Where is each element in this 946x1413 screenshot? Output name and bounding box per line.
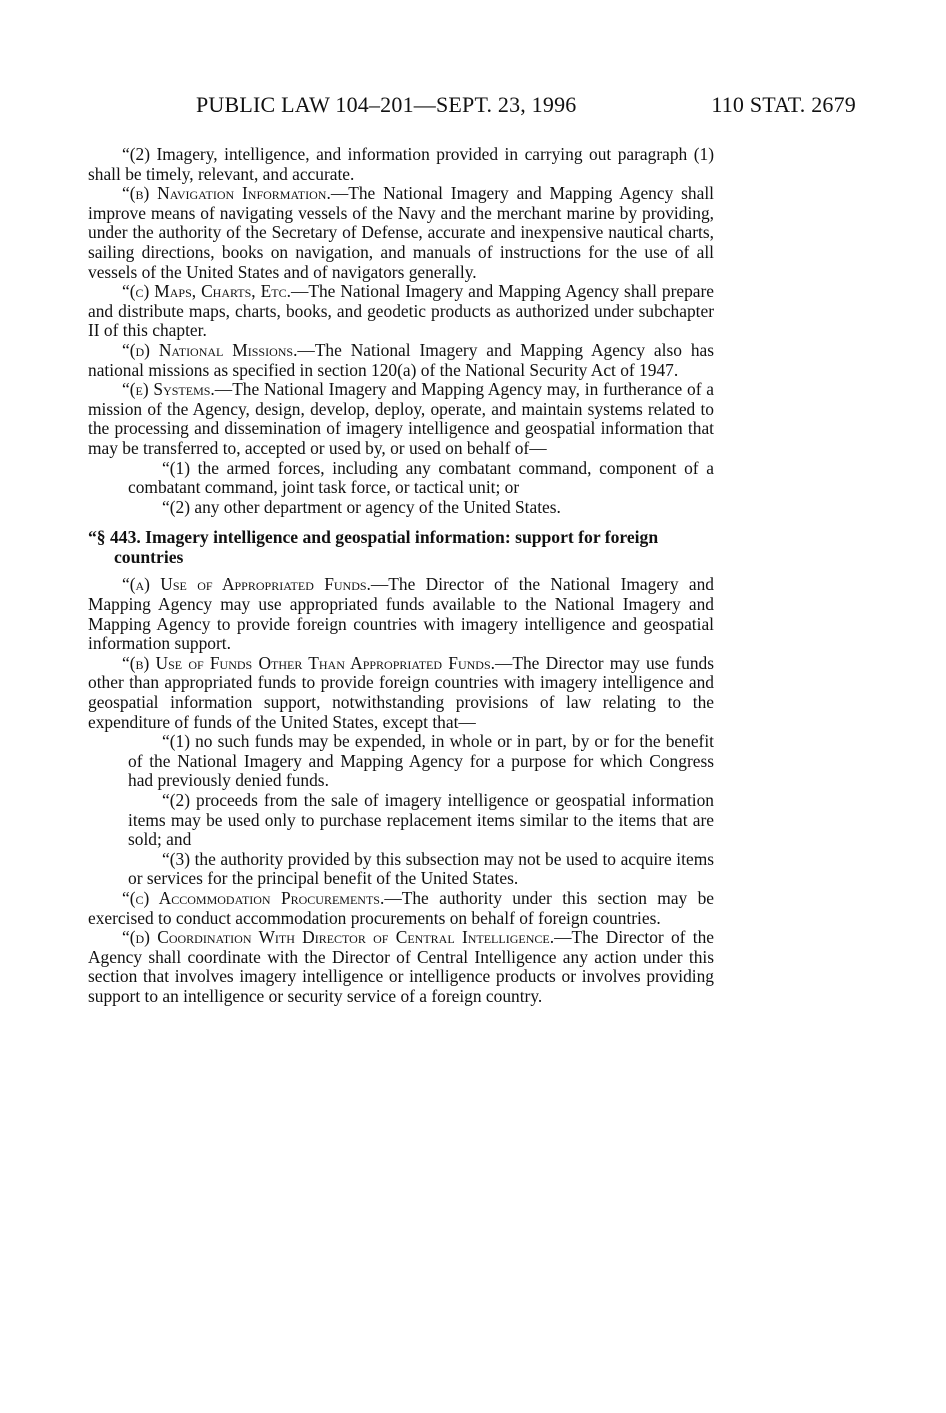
paragraph-e-systems: “(e) Systems.—The National Imagery and Mapping Agency may, in furtherance of a mission of the Agency, design, develop, deploy, operate, and maintain systems related to the processing and dissemination of imagery intelligence and geospatial information that may be transferred to, accepted or used by, or used on behalf of—: [88, 379, 715, 458]
paragraph-443c: “(c) Accommodation Procurements.—The authority under this section may be exercised to conduct accommodation procurements on behalf of foreign countries.: [88, 887, 715, 928]
subsection-heading: “(a) Use of Appropriated Funds.: [122, 574, 371, 595]
header-title: PUBLIC LAW 104–201—SEPT. 23, 1996: [196, 92, 577, 117]
section-443-heading: “§ 443. Imagery intelligence and geospatial information: support for foreign countries: [88, 527, 659, 567]
paragraph-443b: “(b) Use of Funds Other Than Appropriated Funds.—The Director may use funds other than appropriated funds to provide foreign countries with imagery intelligence and geospatial information support, notwithstanding provisions of law relating to the expenditure of funds of the United States, except that—: [88, 652, 714, 732]
header-stat-page: 110 STAT. 2679: [711, 92, 856, 117]
paragraph-d-national-missions: “(d) National Missions.—The National Imagery and Mapping Agency also has national missions as specified in section 120(a) of the National Security Act of 1947.: [88, 339, 714, 380]
paragraph-a2: “(2) Imagery, intelligence, and information provided in carrying out paragraph (1) shall be timely, relevant, and accurate.: [88, 144, 714, 184]
paragraph-e2: “(2) any other department or agency of the United States.: [162, 496, 561, 517]
subsection-heading: “(e) Systems.: [122, 379, 215, 400]
subsection-heading: “(d) Coordination With Director of Central Intelligence.: [122, 927, 555, 948]
paragraph-b-navigation: “(b) Navigation Information.—The National Imagery and Mapping Agency shall improve means of navigating vessels of the Navy and the merchant marine by providing, under the authority of the Secretary of Defense, accurate and inexpensive nautical charts, sailing directions, books on navigation, and manuals of instructions for the use of all vessels of the United States and of navigators generally.: [88, 183, 714, 282]
paragraph-443b1: “(1) no such funds may be expended, in whole or in part, by or for the benefit of the National Imagery and Mapping Agency for a purpose for which Congress had previously denied funds.: [128, 731, 714, 791]
subsection-heading: “(b) Navigation Information.: [122, 183, 331, 204]
body-text: [88, 145, 714, 1007]
paragraph-e1: “(1) the armed forces, including any combatant command, component of a combatant command, joint task force, or tactical unit; or: [128, 457, 714, 498]
subsection-heading: “(b) Use of Funds Other Than Appropriated Funds.: [122, 652, 495, 673]
paragraph-443b3: “(3) the authority provided by this subsection may not be used to acquire items or services for the principal benefit of the United States.: [128, 848, 714, 889]
paragraph-443d: “(d) Coordination With Director of Central Intelligence.—The Director of the Agency shall coordinate with the Director of Central Intelligence any action under this section that involves imagery intelligence or intelligence products or involves providing support to an intelligence or security service of a foreign country.: [88, 927, 714, 1006]
paragraph-443a: “(a) Use of Appropriated Funds.—The Director of the National Imagery and Mapping Agency may use appropriated funds available to the National Imagery and Mapping Agency to provide foreign countries with imagery intelligence and geospatial information support.: [88, 574, 715, 654]
subsection-heading: “(c) Maps, Charts, Etc.: [122, 281, 291, 302]
paragraph-443b2: “(2) proceeds from the sale of imagery intelligence or geospatial information items may be used only to purchase replacement items similar to the items that are sold; and: [128, 790, 714, 850]
paragraph-c-maps: “(c) Maps, Charts, Etc.—The National Imagery and Mapping Agency shall prepare and distribute maps, charts, books, and geodetic products as authorized under subchapter II of this chapter.: [88, 281, 715, 341]
subsection-heading: “(c) Accommodation Procurements.: [122, 887, 385, 908]
subsection-heading: “(d) National Missions.: [122, 339, 298, 360]
